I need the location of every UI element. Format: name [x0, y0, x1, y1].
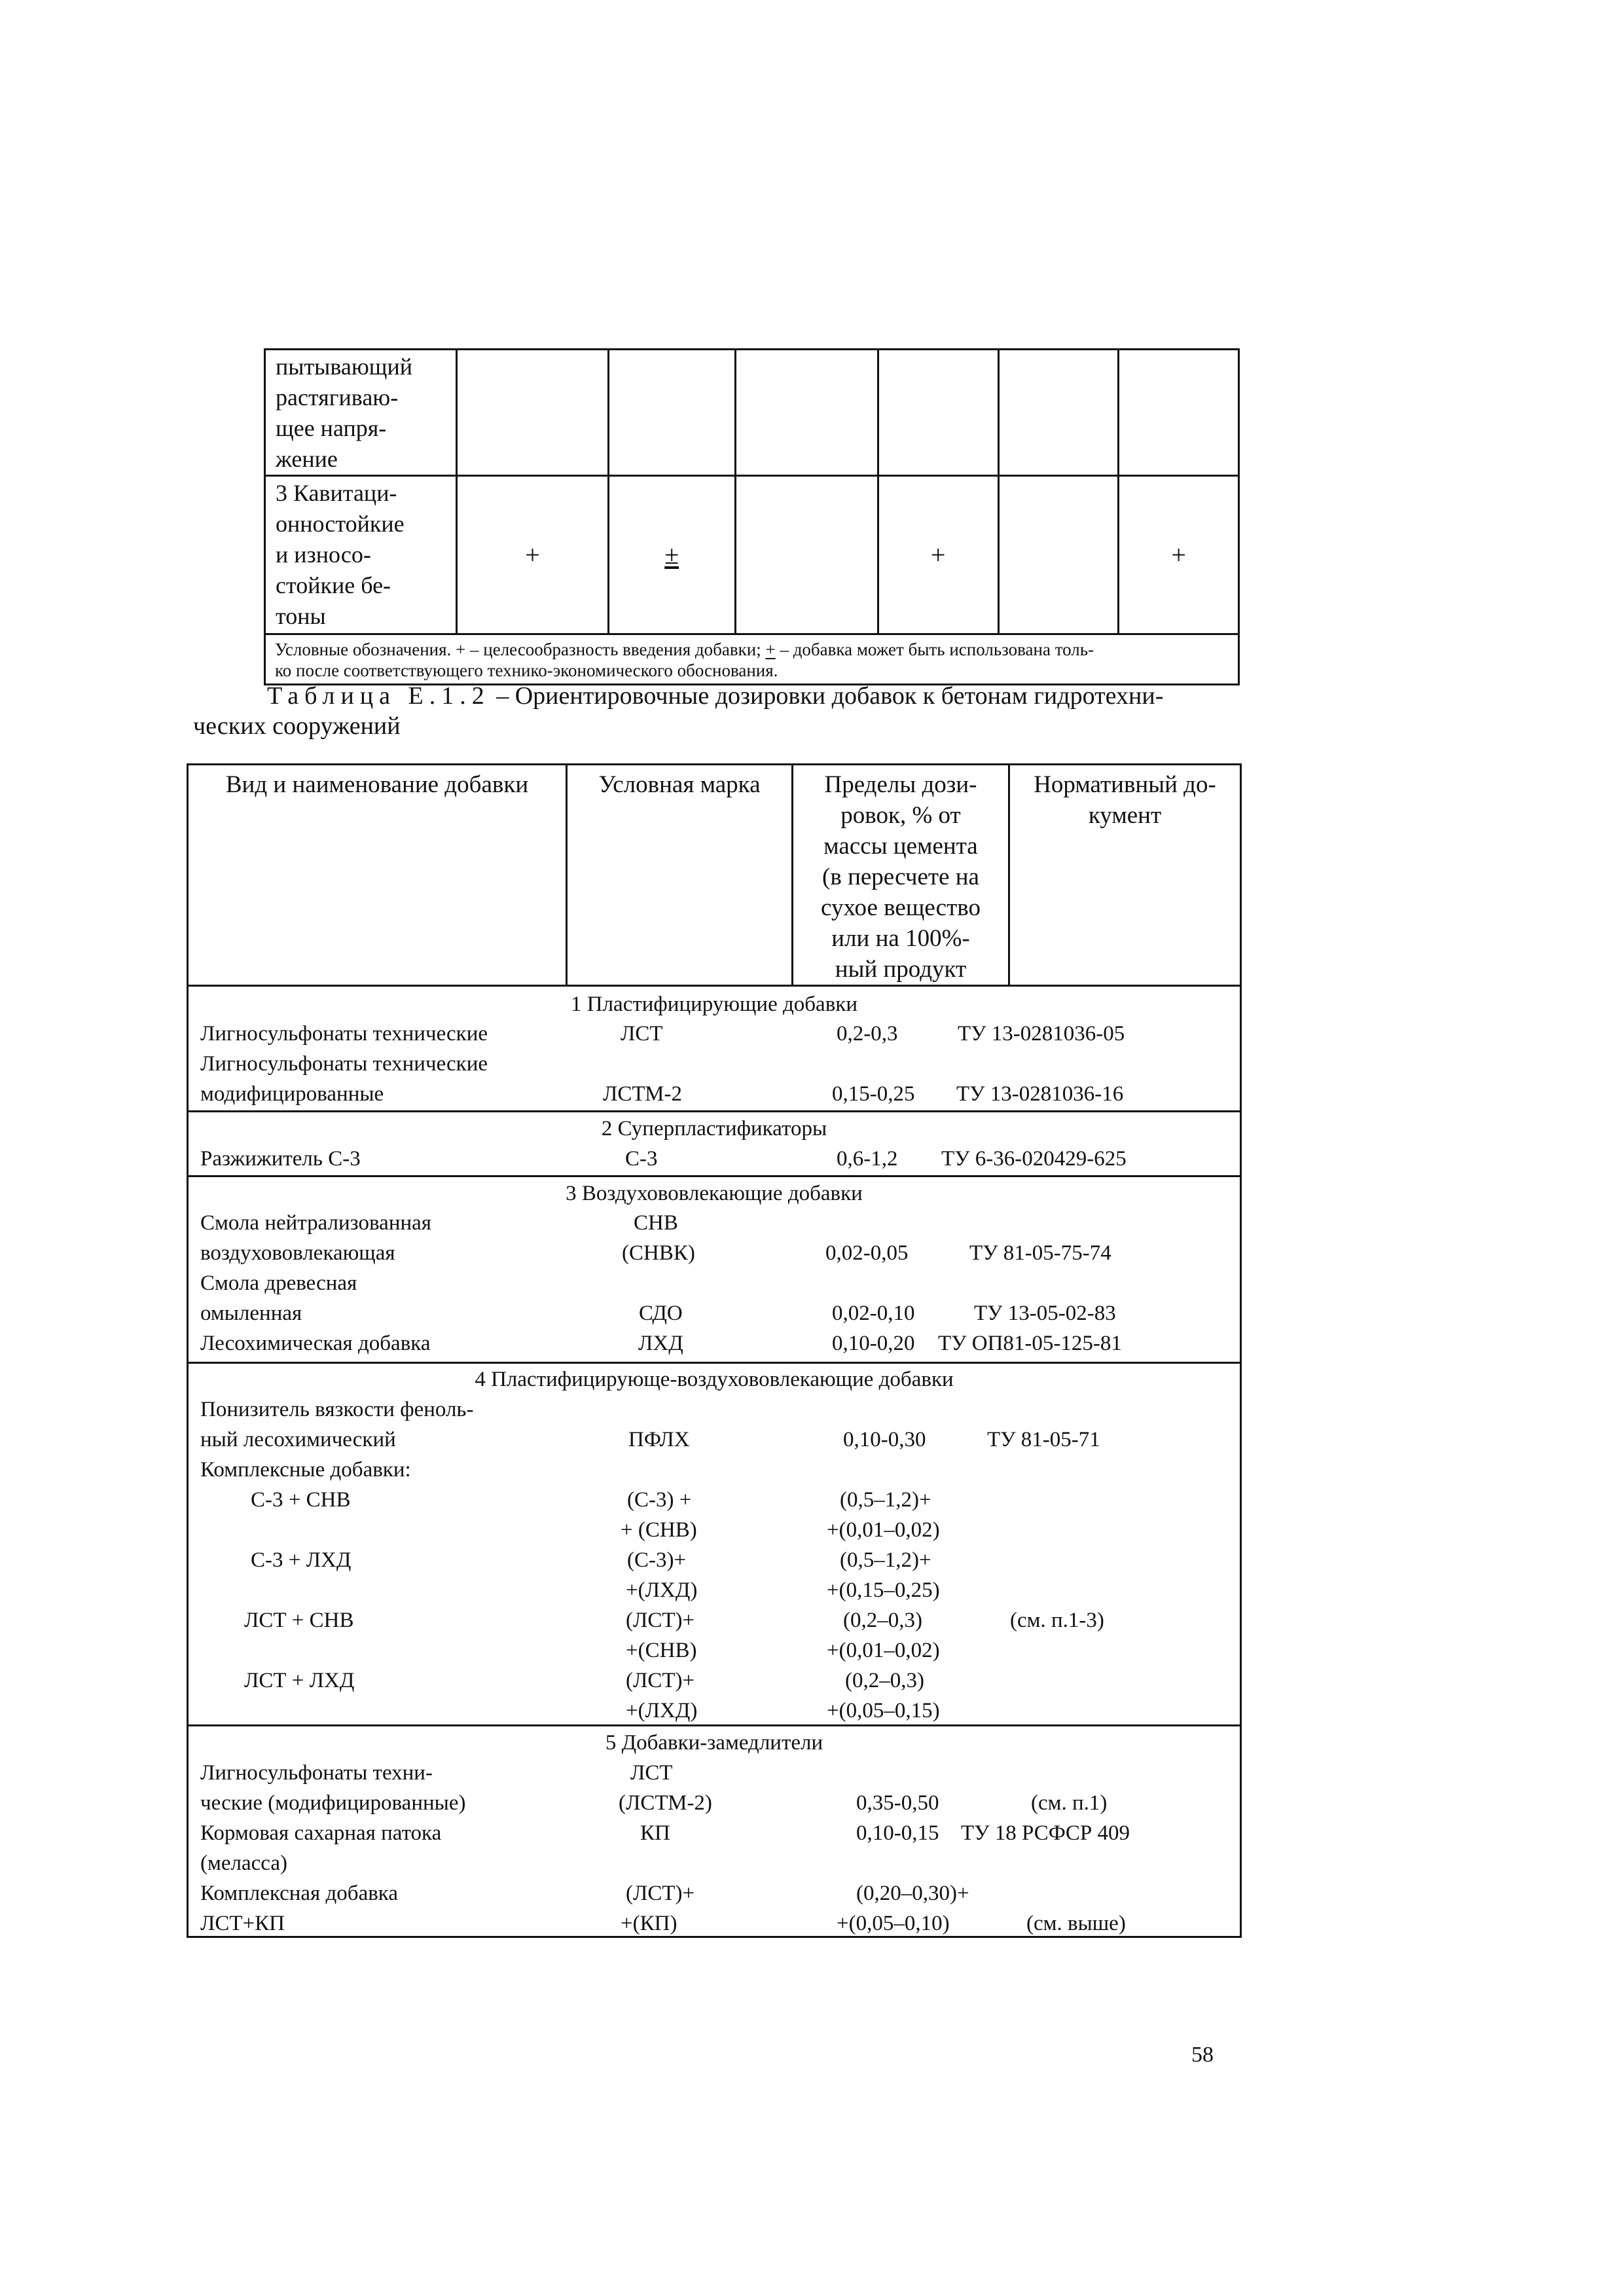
- section-block: [188, 1112, 1241, 1176]
- additive-mark: (С-3)+: [627, 1548, 687, 1572]
- additive-mark: С-3: [625, 1147, 658, 1171]
- dosage-value: 0,35-0,50: [856, 1791, 939, 1815]
- dosage-value: (0,2–0,3): [843, 1609, 922, 1632]
- complex-additive-name: С-3 + ЛХД: [251, 1548, 352, 1572]
- normative-doc: ТУ 13-0281036-16: [956, 1082, 1124, 1106]
- dosage-value: 0,10-0,15: [856, 1821, 939, 1845]
- additive-mark: +(СНВ): [626, 1639, 697, 1662]
- additive-name: модифицированные: [200, 1082, 384, 1106]
- section-row: [188, 986, 1241, 1112]
- additive-name: Комплексные добавки:: [200, 1458, 411, 1482]
- legend-note: Условные обозначения. + – целесообразность введения добавки; + – добавка может быть использована толь- ко после соответствующего технико-экономического обоснования.: [265, 634, 1239, 685]
- additive-name: Смола древесная: [200, 1271, 357, 1295]
- dosage-value: 0,10-0,20: [832, 1332, 915, 1355]
- page-number: 58: [1191, 2043, 1214, 2067]
- additive-name: Смола нейтрализованная: [200, 1211, 431, 1235]
- additive-name: Разжижитель С-3: [200, 1147, 361, 1171]
- additive-mark: (С-3) +: [627, 1488, 692, 1512]
- normative-doc: (см. п.1-3): [1010, 1609, 1104, 1632]
- table-caption: Таблица Е.1.2 – Ориентировочные дозировки добавок к бетонам гидротехни- ческих сооружений: [193, 682, 1164, 740]
- section-block: [188, 1176, 1241, 1363]
- additive-mark: КП: [640, 1821, 670, 1845]
- dosage-value: (0,2–0,3): [845, 1669, 924, 1692]
- header-row: [188, 765, 1241, 986]
- section-block: [188, 986, 1241, 1112]
- additive-name: Лигносульфонаты техни-: [200, 1761, 433, 1785]
- plus-minus-symbol: +: [765, 640, 776, 659]
- header-cell-mark: Условная марка: [567, 765, 793, 986]
- mark-cell: +: [878, 476, 998, 634]
- additive-mark: + (СНВ): [621, 1518, 697, 1542]
- header-cell-additive: Вид и наименование добавки: [188, 765, 567, 986]
- additive-mark: (ЛСТМ-2): [619, 1791, 712, 1815]
- additive-mark: ЛХД: [638, 1332, 683, 1355]
- dosage-value: 0,15-0,25: [832, 1082, 915, 1106]
- mark-cell: [998, 476, 1119, 634]
- mark-cell: [735, 476, 878, 634]
- additive-mark: ЛСТМ-2: [603, 1082, 682, 1106]
- complex-additive-name: С-3 + СНВ: [251, 1488, 351, 1512]
- table-row: [265, 350, 1239, 476]
- dosage-value: +(0,05–0,15): [827, 1699, 940, 1722]
- section-title: 3 Воздухововлекающие добавки: [566, 1182, 863, 1205]
- mark-cell: [608, 350, 735, 476]
- dosage-value: +(0,01–0,02): [827, 1518, 940, 1542]
- mark-cell: [457, 350, 608, 476]
- header-cell-normative-doc: Нормативный до- кумент: [1009, 765, 1241, 986]
- notes-row: [265, 634, 1239, 685]
- additive-name: ный лесохимический: [200, 1428, 396, 1451]
- dosage-value: (0,5–1,2)+: [840, 1488, 931, 1512]
- additive-mark: (СНВК): [622, 1241, 695, 1265]
- mark-cell: [735, 350, 878, 476]
- normative-doc: ТУ 18 РСФСР 409: [961, 1821, 1130, 1845]
- additive-name: Лигносульфонаты технические: [200, 1052, 488, 1076]
- complex-additive-name: ЛСТ + СНВ: [244, 1609, 354, 1632]
- dosage-value: +(0,05–0,10): [837, 1912, 950, 1935]
- additive-mark: (ЛСТ)+: [626, 1669, 695, 1692]
- additive-mark: +(ЛХД): [626, 1578, 698, 1602]
- additive-mark: +(ЛХД): [626, 1699, 698, 1722]
- additive-name: Комплексная добавка: [200, 1882, 398, 1905]
- mark-cell: [608, 476, 735, 634]
- additive-mark: ЛСТ: [630, 1761, 673, 1785]
- additive-mark: СНВ: [634, 1211, 678, 1235]
- row-header-cell: пытывающий растягиваю- щее напря- жение: [265, 350, 457, 476]
- additive-dosage-table: [187, 763, 1242, 1938]
- dosage-value: +(0,01–0,02): [827, 1639, 940, 1662]
- mark-cell: +: [1119, 476, 1239, 634]
- complex-additive-name: ЛСТ + ЛХД: [244, 1669, 355, 1692]
- dosage-value: 0,2-0,3: [837, 1022, 898, 1046]
- additive-name: Лесохимическая добавка: [200, 1332, 431, 1355]
- section-title: 5 Добавки-замедлители: [605, 1731, 823, 1755]
- dosage-value: +(0,15–0,25): [827, 1578, 940, 1602]
- normative-doc: ТУ 81-05-71: [987, 1428, 1100, 1451]
- additive-mark: (ЛСТ)+: [626, 1882, 695, 1905]
- additive-name: омыленная: [200, 1302, 302, 1325]
- section-row: [188, 1112, 1241, 1176]
- table-label: Таблица Е.1.2: [267, 682, 490, 710]
- dosage-value: 0,02-0,10: [832, 1302, 915, 1325]
- header-cell-dosage: Пределы дози- ровок, % от массы цемента (в пересчете на сухое вещество или на 100%- ный продукт: [793, 765, 1009, 986]
- additive-name: ЛСТ+КП: [200, 1912, 285, 1935]
- additive-name: Понизитель вязкости феноль-: [200, 1398, 474, 1421]
- mark-cell: [998, 350, 1119, 476]
- section-row: [188, 1363, 1241, 1726]
- additive-name: (меласса): [200, 1851, 287, 1875]
- dosage-value: 0,10-0,30: [843, 1428, 926, 1451]
- dosage-value: (0,20–0,30)+: [856, 1882, 969, 1905]
- row-header-cell: 3 Кавитаци- онностойкие и износо- стойкие бе- тоны: [265, 476, 457, 634]
- section-block: [188, 1363, 1241, 1726]
- additive-mark: (ЛСТ)+: [626, 1609, 695, 1632]
- normative-doc: (см. выше): [1026, 1912, 1126, 1935]
- additive-mark: +(КП): [621, 1912, 677, 1935]
- section-title: 4 Пластифицирующе-воздухововлекающие добавки: [475, 1368, 954, 1391]
- mark-cell: [1119, 350, 1239, 476]
- plus-minus-mark: ±: [664, 540, 679, 570]
- additive-mark: ПФЛХ: [628, 1428, 690, 1451]
- dosage-value: 0,02-0,05: [825, 1241, 909, 1265]
- additives-applicability-table: [264, 348, 1240, 685]
- section-title: 1 Пластифицирующие добавки: [571, 993, 857, 1016]
- normative-doc: ТУ 13-05-02-83: [974, 1302, 1116, 1325]
- additive-mark: СДО: [639, 1302, 683, 1325]
- section-title: 2 Суперпластификаторы: [601, 1117, 827, 1140]
- additive-name: Кормовая сахарная патока: [200, 1821, 442, 1845]
- normative-doc: ТУ 13-0281036-05: [958, 1022, 1125, 1046]
- section-block: [188, 1726, 1241, 1937]
- section-row: [188, 1726, 1241, 1937]
- normative-doc: ТУ ОП81-05-125-81: [938, 1332, 1122, 1355]
- dosage-value: 0,6-1,2: [837, 1147, 898, 1171]
- additive-name: Лигносульфонаты технические: [200, 1022, 488, 1046]
- mark-cell: [878, 350, 998, 476]
- dosage-value: (0,5–1,2)+: [840, 1548, 931, 1572]
- additive-name: ческие (модифицированные): [200, 1791, 466, 1815]
- normative-doc: (см. п.1): [1031, 1791, 1108, 1815]
- table-row: [265, 476, 1239, 634]
- normative-doc: ТУ 81-05-75-74: [969, 1241, 1111, 1265]
- additive-name: воздухововлекающая: [200, 1241, 395, 1265]
- section-row: [188, 1176, 1241, 1363]
- mark-cell: +: [457, 476, 608, 634]
- normative-doc: ТУ 6-36-020429-625: [941, 1147, 1127, 1171]
- additive-mark: ЛСТ: [621, 1022, 663, 1046]
